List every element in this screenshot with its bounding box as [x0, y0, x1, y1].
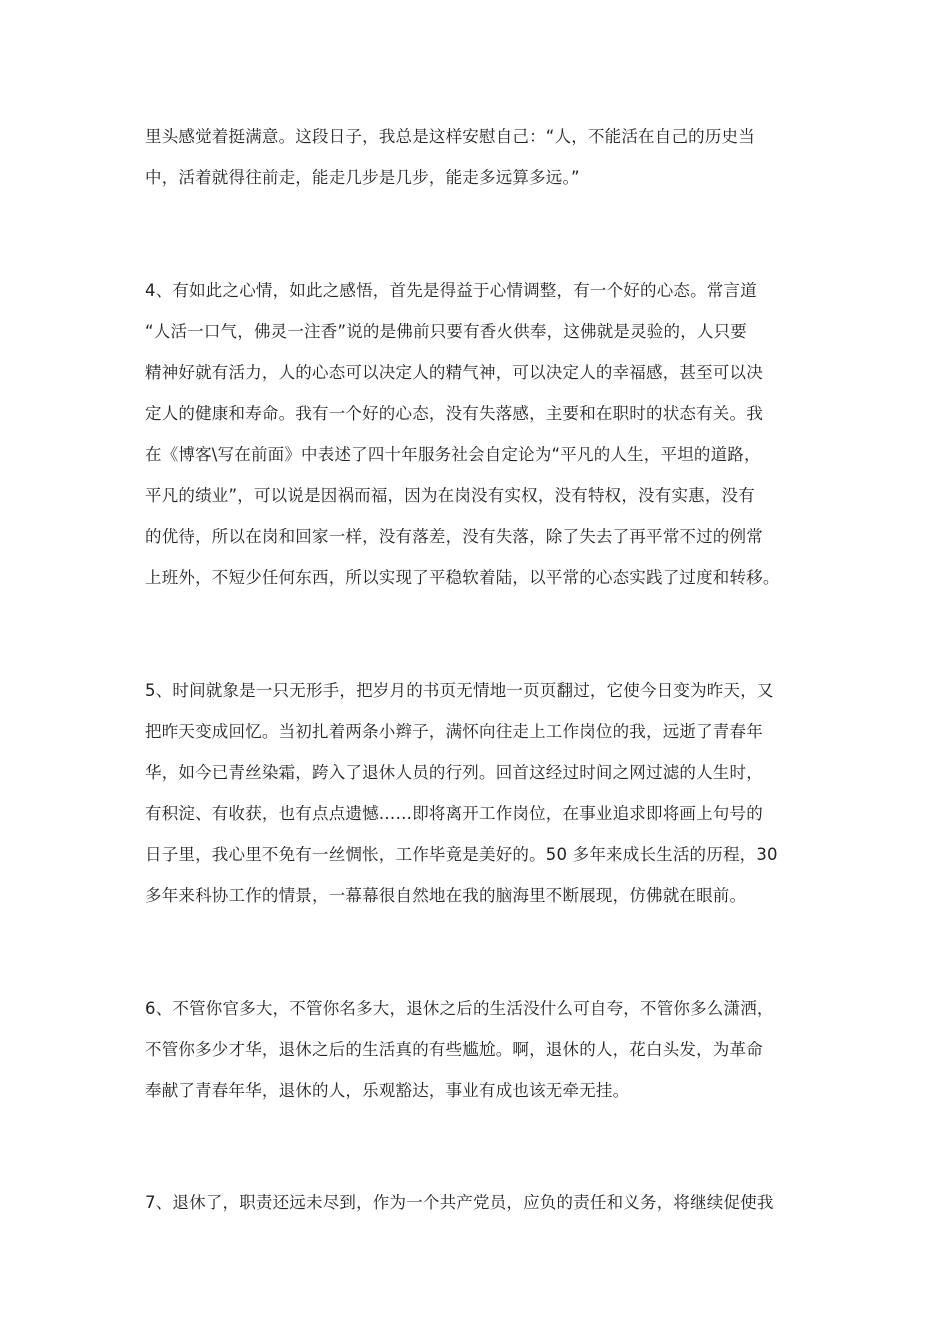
paragraph-4-line-2: “人活一口气，佛灵一注香”说的是佛前只要有香火供奉，这佛就是灵验的，人只要 — [145, 322, 747, 341]
paragraph-6-line-2: 不管你多少才华，退休之后的生活真的有些尴尬。啊，退休的人，花白头发，为革命 — [145, 1040, 763, 1059]
paragraph-4-line-7: 的优待，所以在岗和回家一样，没有落差，没有失落，除了失去了再平常不过的例常 — [145, 527, 763, 546]
paragraph-6-line-1: 6、不管你官多大，不管你名多大，退休之后的生活没什么可自夸，不管你多么潇洒， — [145, 999, 774, 1018]
paragraph-4-line-3: 精神好就有活力，人的心态可以决定人的精气神，可以决定人的幸福感，甚至可以决 — [145, 363, 763, 382]
paragraph-5-line-4: 有积淀、有收获，也有点点遗憾……即将离开工作岗位，在事业追求即将画上句号的 — [145, 804, 763, 823]
paragraph-1-line-2: 中，活着就得往前走，能走几步是几步，能走多远算多远。” — [145, 168, 580, 187]
paragraph-4-line-1: 4、有如此之心情，如此之感悟，首先是得益于心情调整，有一个好的心态。常言道 — [145, 281, 757, 300]
paragraph-4-line-5: 在《博客\写在前面》中表述了四十年服务社会自定论为“平凡的人生，平坦的道路， — [145, 445, 761, 464]
paragraph-1-line-1: 里头感觉着挺满意。这段日子，我总是这样安慰自己：“人，不能活在自己的历史当 — [145, 127, 755, 146]
paragraph-6-line-3: 奉献了青春年华，退休的人，乐观豁达，事业有成也该无牵无挂。 — [145, 1081, 630, 1100]
paragraph-5-line-3: 华，如今已青丝染霜，跨入了退休人员的行列。回首这经过时间之网过滤的人生时， — [145, 763, 763, 782]
paragraph-4-line-6: 平凡的绩业”，可以说是因祸而福，因为在岗没有实权，没有特权，没有实惠，没有 — [145, 486, 755, 505]
paragraph-5-line-2: 把昨天变成回忆。当初扎着两条小辫子，满怀向往走上工作岗位的我，远逝了青春年 — [145, 722, 763, 741]
paragraph-4-line-4: 定人的健康和寿命。我有一个好的心态，没有失落感，主要和在职时的状态有关。我 — [145, 404, 763, 423]
paragraph-5-line-5: 日子里，我心里不免有一丝惆怅，工作毕竟是美好的。50 多年来成长生活的历程，30 — [145, 845, 778, 864]
paragraph-7-line-1: 7、退休了，职责还远未尽到，作为一个共产党员，应负的责任和义务，将继续促使我 — [145, 1193, 774, 1212]
paragraph-4-line-8: 上班外，不短少任何东西，所以实现了平稳软着陆，以平常的心态实践了过度和转移。 — [145, 568, 780, 587]
paragraph-5-line-6: 多年来科协工作的情景，一幕幕很自然地在我的脑海里不断展现，仿佛就在眼前。 — [145, 886, 747, 905]
paragraph-5-line-1: 5、时间就象是一只无形手，把岁月的书页无情地一页页翻过，它使今日变为昨天，又 — [145, 681, 774, 700]
